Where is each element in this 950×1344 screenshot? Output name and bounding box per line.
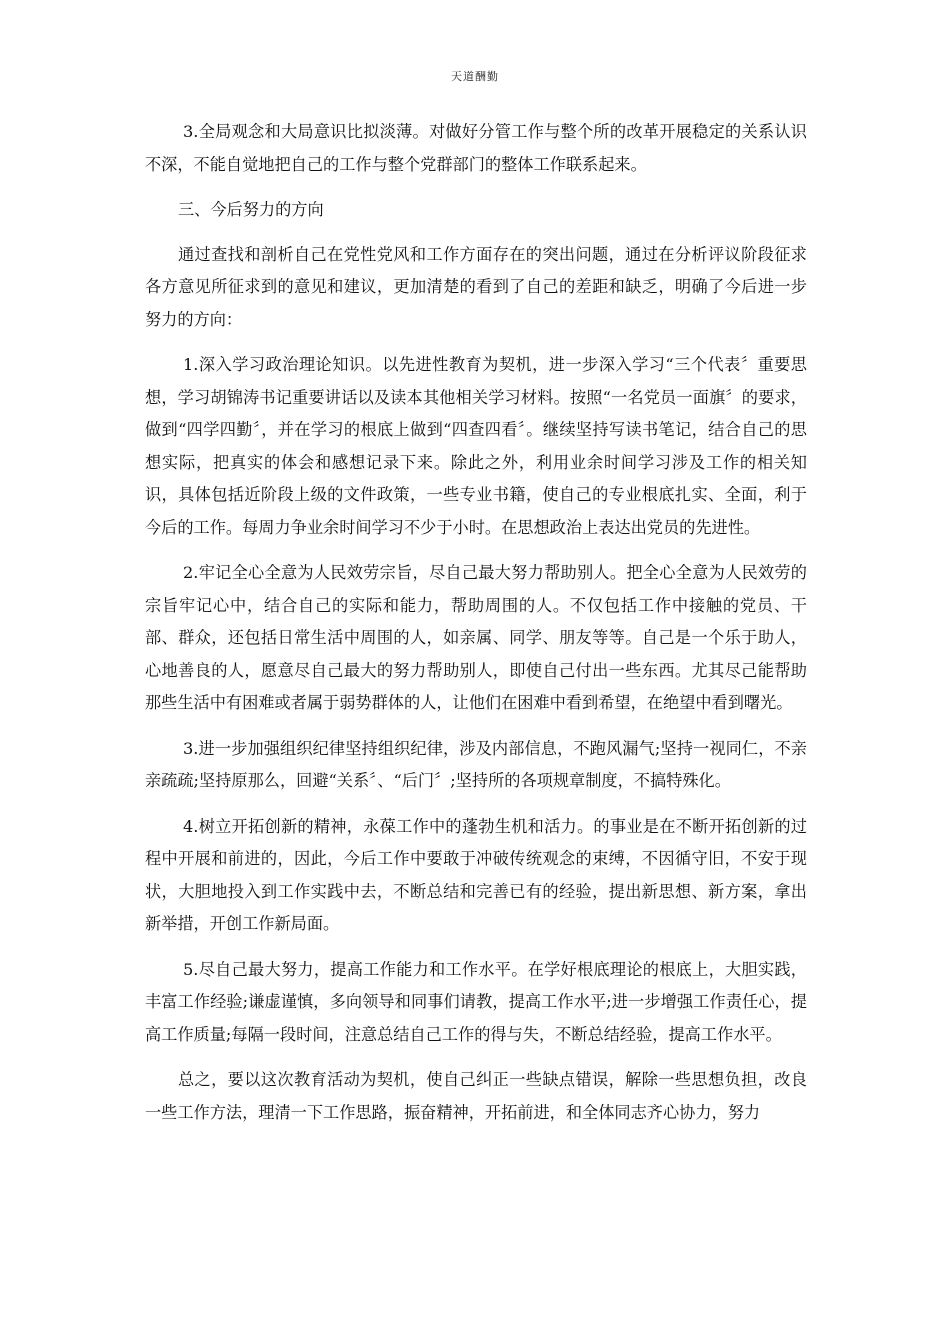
paragraph-conclusion: 总之，要以这次教育活动为契机，使自己纠正一些缺点错误，解除一些思想负担，改良一些工作方法，理清一下工作思路，振奋精神，开拓前进，和全体同志齐心协力，努力 <box>145 1070 807 1122</box>
paragraph-item-2: 2.牢记全心全意为人民效劳宗旨，尽自己最大努力帮助别人。把全心全意为人民效劳的宗旨牢记心中，结合自己的实际和能力，帮助周围的人。不仅包括工作中接触的党员、干部、群众，还包括日常生活中周围的人，如亲属、同学、朋友等等。自己是一个乐于助人，心地善良的人，愿意尽自己最大的努力帮助别人，即使自己付出一些东西。尤其尽己能帮助那些生活中有困难或者属于弱势群体的人，让他们在困难中看到希望，在绝望中看到曙光。 <box>145 563 807 712</box>
section-heading-future-direction: 三、今后努力的方向 <box>178 200 324 219</box>
paragraph-point-3-awareness: 3.全局观念和大局意识比拟淡薄。对做好分管工作与整个所的改革开展稳定的关系认识不深，不能自觉地把自己的工作与整个党群部门的整体工作联系起来。 <box>145 122 807 174</box>
paragraph-item-3: 3.进一步加强组织纪律坚持组织纪律，涉及内部信息，不跑风漏气;坚持一视同仁，不亲亲疏疏;坚持原那么，回避“关系〞、“后门〞;坚持所的各项规章制度，不搞特殊化。 <box>145 738 807 790</box>
paragraph-item-4: 4.树立开拓创新的精神，永葆工作中的蓬勃生机和活力。的事业是在不断开拓创新的过程中开展和前进的，因此，今后工作中要敢于冲破传统观念的束缚，不因循守旧，不安于现状，大胆地投入到工作实践中去，不断总结和完善已有的经验，提出新思想、新方案，拿出新举措，开创工作新局面。 <box>145 816 807 933</box>
paragraph-intro: 通过查找和剖析自己在党性党风和工作方面存在的突出问题，通过在分析评议阶段征求各方意见所征求到的意见和建议，更加清楚的看到了自己的差距和缺乏，明确了今后进一步努力的方向： <box>145 244 807 329</box>
page-header: 天道酬勤 <box>451 70 499 83</box>
paragraph-item-1: 1.深入学习政治理论知识。以先进性教育为契机，进一步深入学习“三个代表〞重要思想，学习胡锦涛书记重要讲话以及读本其他相关学习材料。按照“一名党员一面旗〞的要求，做到“四学四勤〞，并在学习的根底上做到“四查四看〞。继续坚持写读书笔记，结合自己的思想实际，把真实的体会和感想记录下来。除此之外，利用业余时间学习涉及工作的相关知识，具体包括近阶段上级的文件政策，一些专业书籍，使自己的专业根底扎实、全面，利于今后的工作。每周力争业余时间学习不少于小时。在思想政治上表达出党员的先进性。 <box>145 355 807 537</box>
document-body <box>145 116 807 1142</box>
paragraph-item-5: 5.尽自己最大努力，提高工作能力和工作水平。在学好根底理论的根底上，大胆实践，丰富工作经验;谦虚谨慎，多向领导和同事们请教，提高工作水平;进一步增强工作责任心，提高工作质量;每隔一段时间，注意总结自己工作的得与失，不断总结经验，提高工作水平。 <box>145 959 807 1044</box>
